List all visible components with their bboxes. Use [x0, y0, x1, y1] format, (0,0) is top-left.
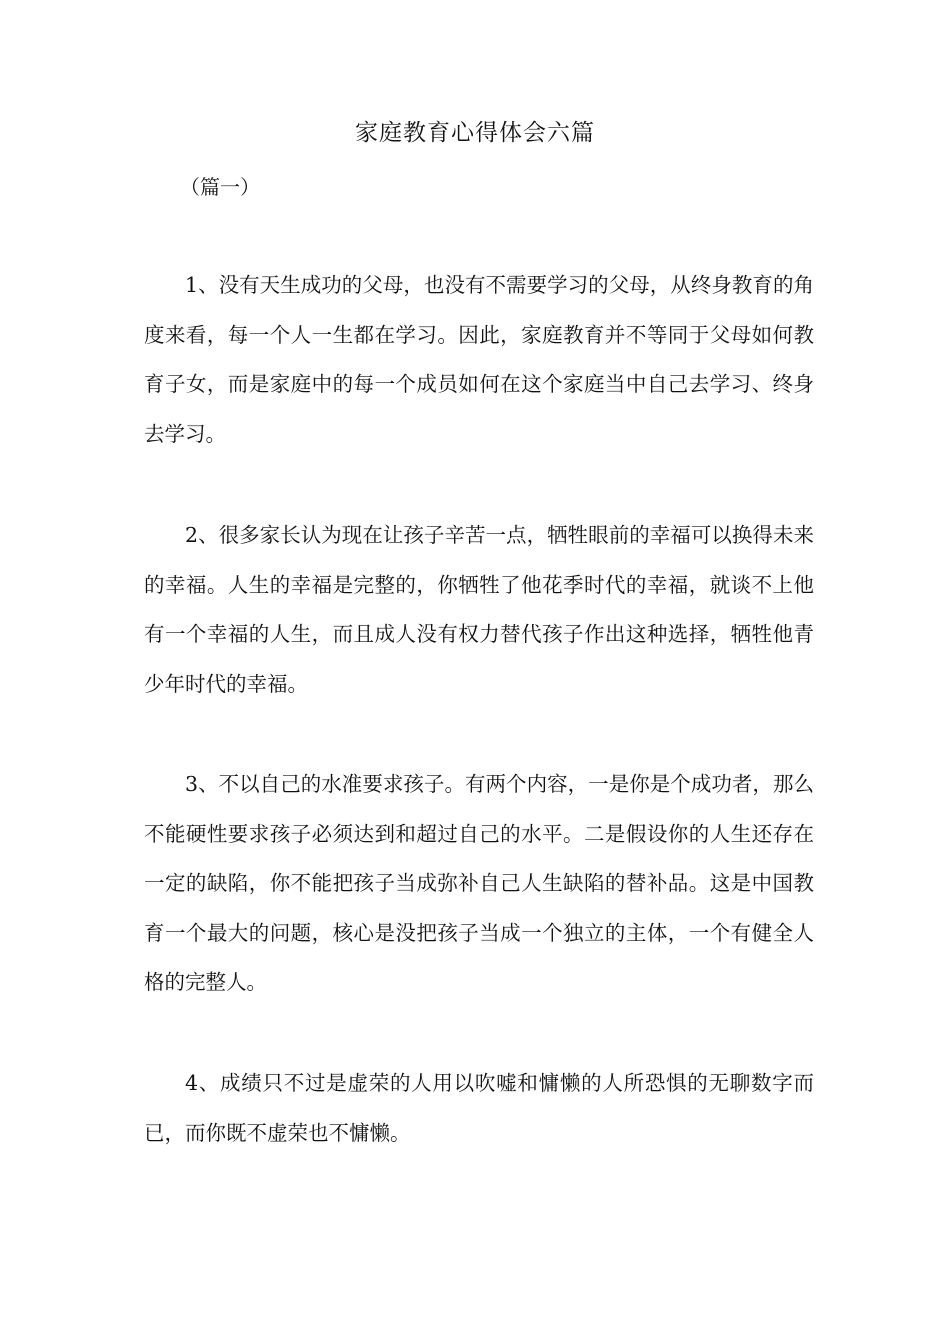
document-title: 家庭教育心得体会六篇 [355, 120, 595, 146]
section-label: （篇一） [180, 175, 260, 199]
paragraph-2: 2、很多家长认为现在让孩子辛苦一点，牺牲眼前的幸福可以换得未来的幸福。人生的幸福是完整的，你牺牲了他花季时代的幸福，就谈不上他有一个幸福的人生，而且成人没有权力替代孩子作出这种选择，牺牲他青少年时代的幸福。 [144, 523, 814, 696]
paragraph-4: 4、成绩只不过是虚荣的人用以吹嘘和慵懒的人所恐惧的无聊数字而已，而你既不虚荣也不慵懒。 [144, 1071, 814, 1145]
paragraph-1: 1、没有天生成功的父母，也没有不需要学习的父母，从终身教育的角度来看，每一个人一生都在学习。因此，家庭教育并不等同于父母如何教育子女，而是家庭中的每一个成员如何在这个家庭当中自己去学习、终身去学习。 [144, 273, 814, 446]
paragraph-3: 3、不以自己的水准要求孩子。有两个内容，一是你是个成功者，那么不能硬性要求孩子必须达到和超过自己的水平。二是假设你的人生还存在一定的缺陷，你不能把孩子当成弥补自己人生缺陷的替补品。这是中国教育一个最大的问题，核心是没把孩子当成一个独立的主体，一个有健全人格的完整人。 [144, 772, 814, 994]
